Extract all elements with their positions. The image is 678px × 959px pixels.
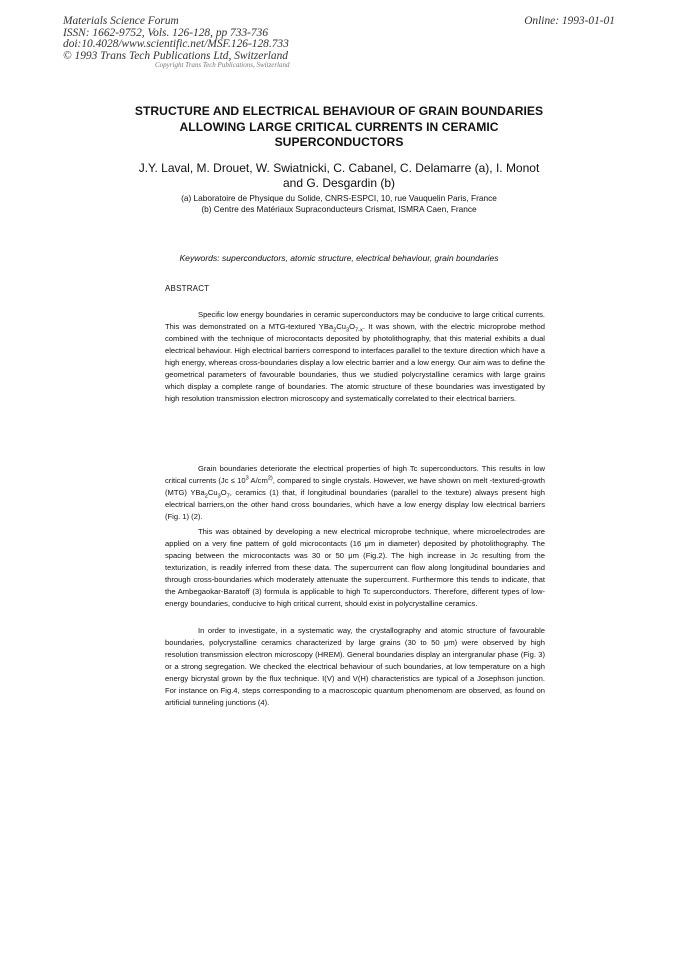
text-run: . It was shown, with the electric microprobe method combined with the technique of microcontacts deposited by photolithography, that this material exhibits a dual electrical behaviour. High electrical barriers correspond to interfaces parallel to the texture direction which have a high energy, whereas cross-boundaries display a low electric barrier and a low energy. Our aim was to define the geometrical parameters of favourable boundaries, thus we studied polycrystalline ceramics with large grains which display a complete range of boundaries. The atomic structure of these boundaries was investigated by high resolution transmission electron microscopy and systematically correlated to their electrical barriers. [165, 322, 545, 404]
text-run: , ceramics (1) that, if longitudinal boundaries (parallel to the texture) always present high electrical barriers,on the other hand cross boundaries, which have a low energy display low electrical barriers (Fig. 1) (2). [165, 488, 545, 522]
title-line: ALLOWING LARGE CRITICAL CURRENTS IN CERAMIC [179, 119, 499, 134]
body-paragraph-3 [165, 625, 545, 709]
keywords: Keywords: superconductors, atomic structure, electrical behaviour, grain boundaries [179, 253, 499, 263]
subscript: 7-x [355, 327, 363, 334]
online-date: Online: 1993-01-01 [524, 15, 615, 27]
authors-line: J.Y. Laval, M. Drouet, W. Swiatnicki, C. Cabanel, C. Delamarre (a), I. Monot [138, 161, 540, 175]
body-paragraph-2 [165, 526, 545, 610]
authors-line: and G. Desgardin (b) [282, 176, 396, 190]
text-run: In order to investigate, in a systematic way, the crystallography and atomic structure of favourable boundaries, polycrystalline ceramics characterized by large grains (30 to 50 μm) were observed by high resolution transmission electron microscopy (HREM). General boundaries display an intergranular phase (Fig. 3) or a strong segregation. We checked the electrical behaviour of such boundaries, at low temperature on a high energy bicrystal grown by the flux technique. I(V) and V(H) characteristics are typical of a Josephson junction. For instance on Fig.4, steps corresponding to a macroscopic quantum phenomenom are observed, as found on artificial tunneling junctions (4). [165, 626, 545, 708]
subscript: 3 [217, 493, 221, 500]
doi-line: doi:10.4028/www.scientific.net/MSF.126-128.733 [63, 38, 289, 51]
superscript: 2) [267, 475, 273, 482]
text-run: A/cm [248, 476, 268, 486]
text-run: , compared to single crystals. However, we have shown on melt -textured-growth (MTG) YBa [165, 476, 545, 498]
body-paragraph-1 [165, 463, 545, 523]
text-run: O [349, 322, 356, 332]
superscript: 3 [245, 475, 249, 482]
copyright-line: © 1993 Trans Tech Publications Ltd, Switzerland [63, 49, 288, 62]
subscript: 3 [346, 327, 350, 334]
text-run: O [220, 488, 227, 498]
paper-title [100, 104, 578, 151]
affiliations [100, 193, 578, 216]
subscript: 2 [333, 327, 337, 334]
text-run: Grain boundaries deteriorate the electrical properties of high Tc superconductors. This results in low critical currents (Jc ≤ 10 [165, 464, 545, 486]
issn-line: ISSN: 1662-9752, Vols. 126-128, pp 733-736 [63, 26, 269, 39]
subscript: 7 [226, 493, 230, 500]
abstract-paragraph [165, 309, 545, 405]
title-line: STRUCTURE AND ELECTRICAL BEHAVIOUR OF GRAIN BOUNDARIES [134, 104, 544, 118]
text-run: Specific low energy boundaries in ceramic superconductors may be conducive to large critical currents. This was demonstrated on a MTG-textured YBa [165, 310, 545, 332]
affiliation-b: (b) Centre des Matériaux Supraconducteurs Crismat, ISMRA Caen, France [201, 204, 477, 215]
title-line: SUPERCONDUCTORS [274, 135, 404, 149]
faint-copyright-stamp: Copyright Trans Tech Publications, Switzerland [155, 61, 290, 69]
abstract-heading: ABSTRACT [165, 284, 210, 293]
text-run: Cu [207, 488, 218, 498]
affiliation-a: (a) Laboratoire de Physique du Solide, CNRS-ESPCI, 10, rue Vauquelin Paris, France [181, 193, 497, 203]
journal-name: Materials Science Forum [63, 15, 179, 27]
text-run: Cu [336, 322, 346, 332]
subscript: 2 [204, 493, 208, 500]
author-list [120, 161, 558, 191]
text-run: This was obtained by developing a new electrical microprobe technique, where microelectrodes are applied on a very fine pattern of gold microcontacts (16 μm in diameter) deposited by photolithography. The spacing between the microcontacts was 30 or 50 μm (Fig.2). The high increase in Jc resulting from the texturization, is readily inferred from these data. The supercurrent can flow along longitudinal boundaries and through cross-boundaries which moderately attenuate the supercurrent. Furthermore this tends to indicate, that the Ambegaokar-Baratoff (3) formula is applicable to high Tc superconductors. Therefore, different types of low-energy boundaries, conducive to high critical current, should exist in polycrystalline ceramics. [165, 527, 545, 609]
journal-header [63, 16, 289, 62]
